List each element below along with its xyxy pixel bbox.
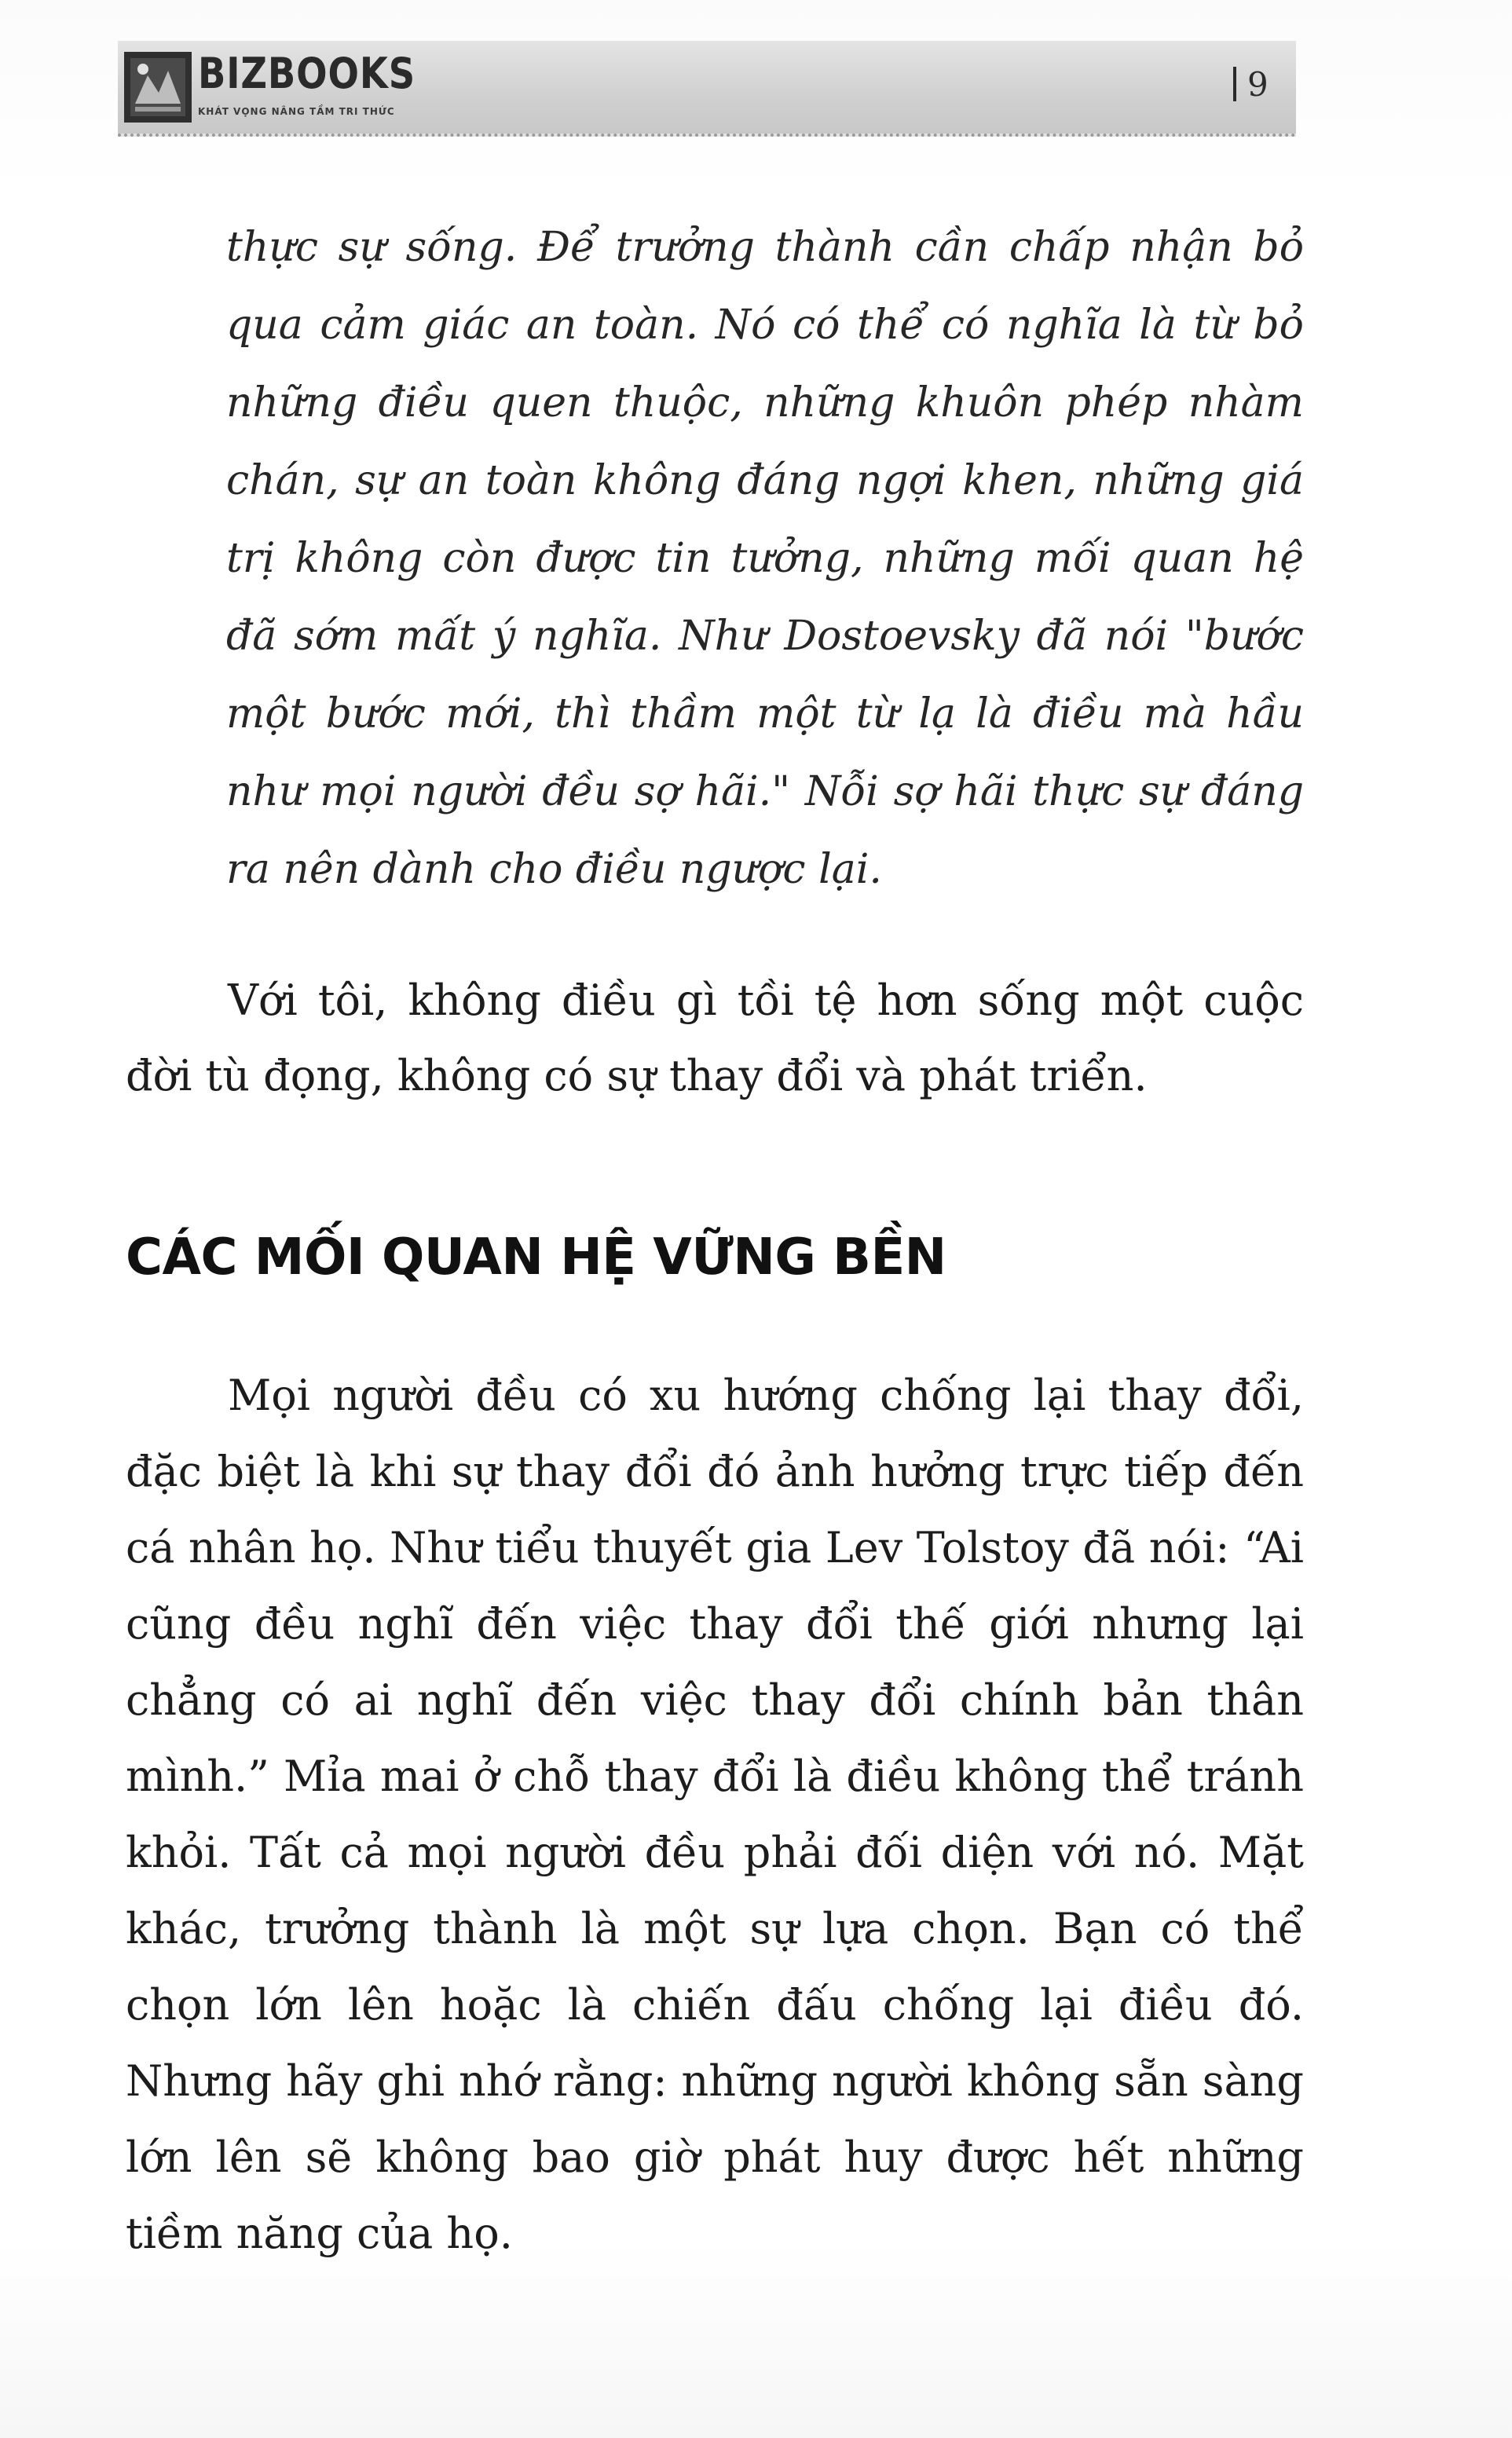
page-number-value: 9 — [1247, 65, 1269, 104]
brand-name: BIZBOOKS — [198, 49, 416, 98]
bizbooks-logo-icon — [124, 52, 192, 123]
body-paragraph: Mọi người đều có xu hướng chống lại thay đổi, đặc biệt là khi sự thay đổi đó ảnh hưởng trực tiếp đến cá nhân họ. Như tiểu thuyết gia Lev Tolstoy đã nói: “Ai cũng đều nghĩ đến việc thay đổi thế giới nhưng lại chẳng có ai nghĩ đến việc thay đổi chính bản thân mình.” Mỉa mai ở chỗ thay đổi là điều không thể tránh khỏi. Tất cả mọi người đều phải đối diện với nó. Mặt khác, trưởng thành là một sự lựa chọn. Bạn có thể chọn lớn lên hoặc là chiến đấu chống lại điều đó. Nhưng hãy ghi nhớ rằng: những người không sẵn sàng lớn lên sẽ không bao giờ phát huy được hết những tiềm năng của họ. — [126, 1371, 1304, 2258]
page-number-separator — [1233, 67, 1236, 101]
page-number — [1233, 63, 1269, 107]
quoted-passage: thực sự sống. Để trưởng thành cần chấp nhận bỏ qua cảm giác an toàn. Nó có thể có nghĩa là từ bỏ những điều quen thuộc, những khuôn phép nhàm chán, sự an toàn không đáng ngợi khen, những giá trị không còn được tin tưởng, những mối quan hệ đã sớm mất ý nghĩa. Như Dostoevsky đã nói "bước một bước mới, thì thầm một từ lạ là điều mà hầu như mọi người đều sợ hãi." Nỗi sợ hãi thực sự đáng ra nên dành cho điều ngược lại. — [226, 224, 1304, 893]
body-paragraph: Với tôi, không điều gì tồi tệ hơn sống một cuộc đời tù đọng, không có sự thay đổi và phát triển. — [126, 976, 1304, 1100]
section-heading: CÁC MỐI QUAN HỆ VỮNG BỀN — [126, 1228, 946, 1287]
brand-tagline: KHÁT VỌNG NÂNG TẦM TRI THỨC — [198, 106, 395, 117]
